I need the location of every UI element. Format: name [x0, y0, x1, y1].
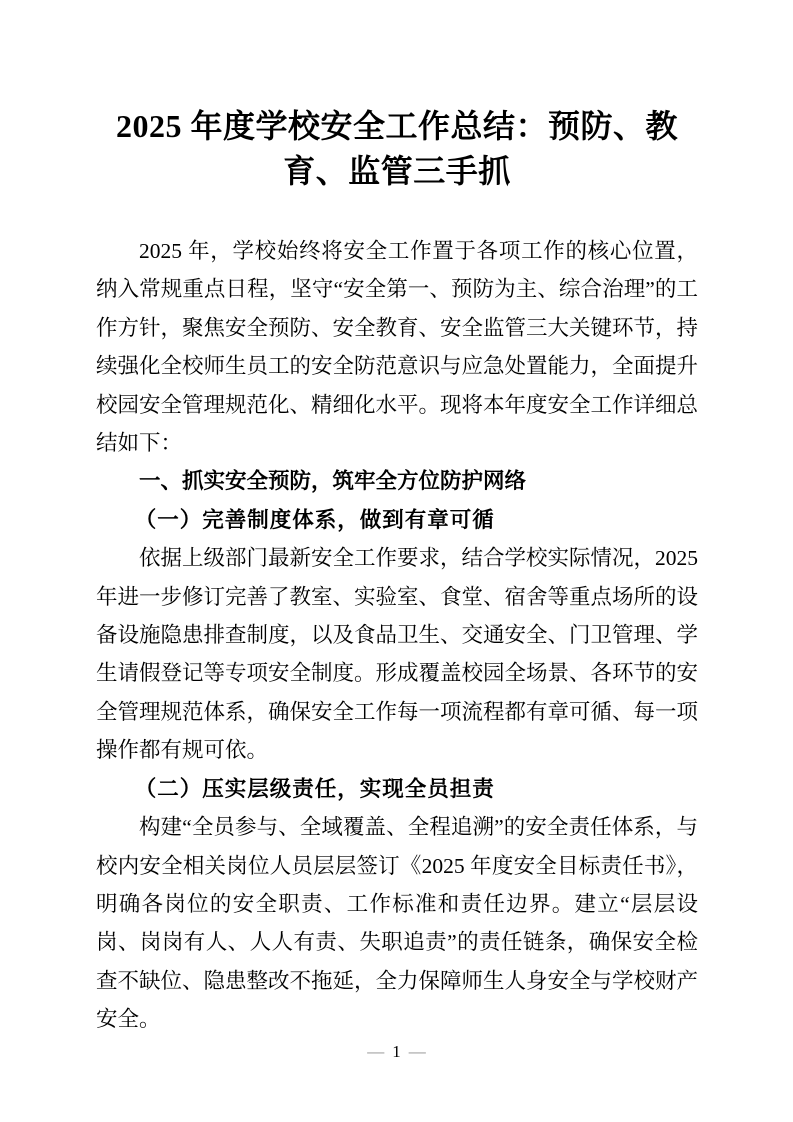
intro-paragraph: 2025 年，学校始终将安全工作置于各项工作的核心位置，纳入常规重点日程，坚守“安全第一、预防为主、综合治理”的工作方针，聚焦安全预防、安全教育、安全监管三大关键环节，持续强化全校师生员工的安全防范意识与应急处置能力，全面提升校园安全管理规范化、精细化水平。现将本年度安全工作详细总结如下： — [96, 239, 699, 456]
footer-dash-left: — — [367, 1042, 385, 1061]
section-heading-1: 一、抓实安全预防，筑牢全方位防护网络 — [139, 469, 527, 494]
subsection-heading-1-2: （二）压实层级责任，实现全员担责 — [134, 776, 495, 801]
document-title: 2025 年度学校安全工作总结：预防、教育、监管三手抓 — [115, 108, 678, 189]
subsection-paragraph-1-1: 依据上级部门最新安全工作要求，结合学校实际情况，2025 年进一步修订完善了教室、实验室、食堂、宿舍等重点场所的设备设施隐患排查制度，以及食品卫生、交通安全、门卫管理、学生请假登记等专项安全制度。形成覆盖校园全场景、各环节的安全管理规范体系，确保安全工作每一项流程都有章可循、每一项操作都有规可依。 — [96, 546, 699, 763]
page-footer — [0, 1042, 793, 1062]
footer-dash-right: — — [408, 1042, 426, 1061]
page-number: 1 — [392, 1042, 401, 1061]
subsection-paragraph-1-2: 构建“全员参与、全域覆盖、全程追溯”的安全责任体系，与校内安全相关岗位人员层层签订《2025 年度安全目标责任书》，明确各岗位的安全职责、工作标准和责任边界。建立“层层设岗、岗岗有人、人人有责、失职追责”的责任链条，确保安全检查不缺位、隐患整改不拖延，全力保障师生人身安全与学校财产安全。 — [96, 815, 699, 1032]
subsection-heading-1-1: （一）完善制度体系，做到有章可循 — [134, 507, 495, 532]
